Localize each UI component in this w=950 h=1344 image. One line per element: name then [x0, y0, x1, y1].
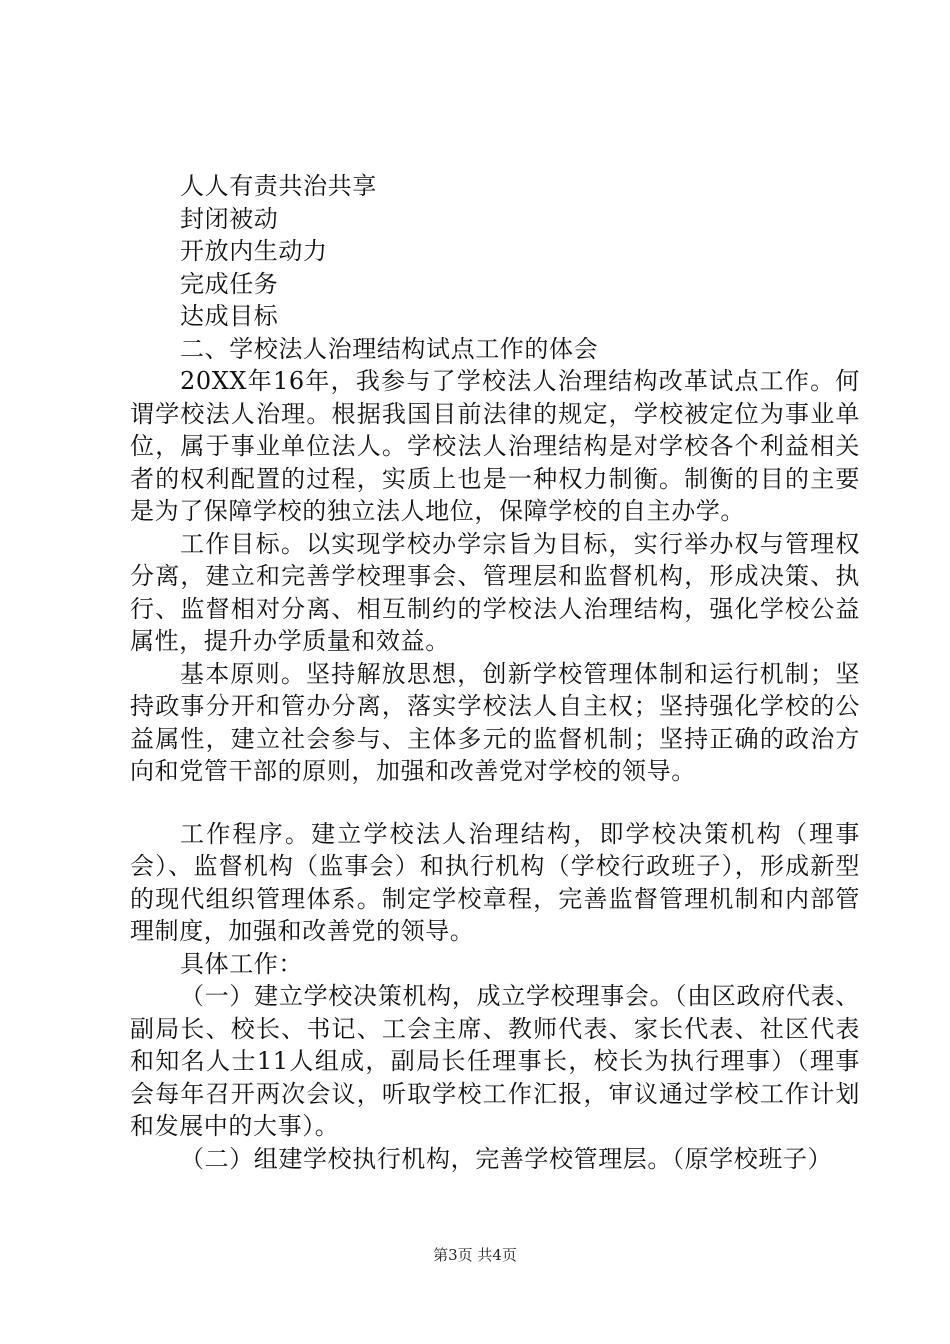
paragraph-item-two: （二）组建学校执行机构，完善学校管理层。（原学校班子）	[180, 1144, 833, 1173]
list-line-3: 开放内生动力	[180, 237, 328, 265]
paragraph-specific-work: 具体工作：	[180, 949, 303, 978]
paragraph-intro: 20XX年16年，我参与了学校法人治理结构改革试点工作。何谓学校法人治理。根据我国目前法律的规定，学校被定位为事业单位，属于事业单位法人。学校法人治理结构是对学校各个利益相关者的权利配置的过程，实质上也是一种权力制衡。制衡的目的主要是为了保障学校的独立法人地位，保障学校的自主办学。	[130, 367, 860, 525]
paragraph-basic-principles: 基本原则。坚持解放思想，创新学校管理体制和运行机制；坚持政事分开和管办分离，落实学校法人自主权；坚持强化学校的公益属性，建立社会参与、主体多元的监督机制；坚持正确的政治方向和党管干部的原则，加强和改善党对学校的领导。	[130, 659, 860, 785]
paragraph-work-procedure: 工作程序。建立学校法人治理结构，即学校决策机构（理事会）、监督机构（监事会）和执行机构（学校行政班子），形成新型的现代组织管理体系。制定学校章程，完善监督管理机制和内部管理制度，加强和改善党的领导。	[130, 819, 860, 945]
list-line-2: 封闭被动	[180, 204, 279, 233]
list-line-1: 人人有责共治共享	[180, 172, 377, 200]
document-body	[130, 170, 860, 1175]
section-heading: 二、学校法人治理结构试点工作的体会	[180, 334, 599, 363]
paragraph-item-one: （一）建立学校决策机构，成立学校理事会。（由区政府代表、副局长、校长、书记、工会主席、教师代表、家长代表、社区代表和知名人士11人组成，副局长任理事长，校长为执行理事）（理事会每年召开两次会议，听取学校工作汇报，审议通过学校工作计划和发展中的大事）。	[130, 982, 860, 1140]
list-line-4: 完成任务	[180, 269, 279, 298]
paragraph-work-goal: 工作目标。以实现学校办学宗旨为目标，实行举办权与管理权分离，建立和完善学校理事会、管理层和监督机构，形成决策、执行、监督相对分离、相互制约的学校法人治理结构，强化学校公益属性，提升办学质量和效益。	[130, 529, 860, 655]
page-number: 第3页 共4页	[433, 1246, 517, 1264]
page-footer	[0, 1244, 950, 1265]
list-line-5: 达成目标	[180, 302, 279, 330]
